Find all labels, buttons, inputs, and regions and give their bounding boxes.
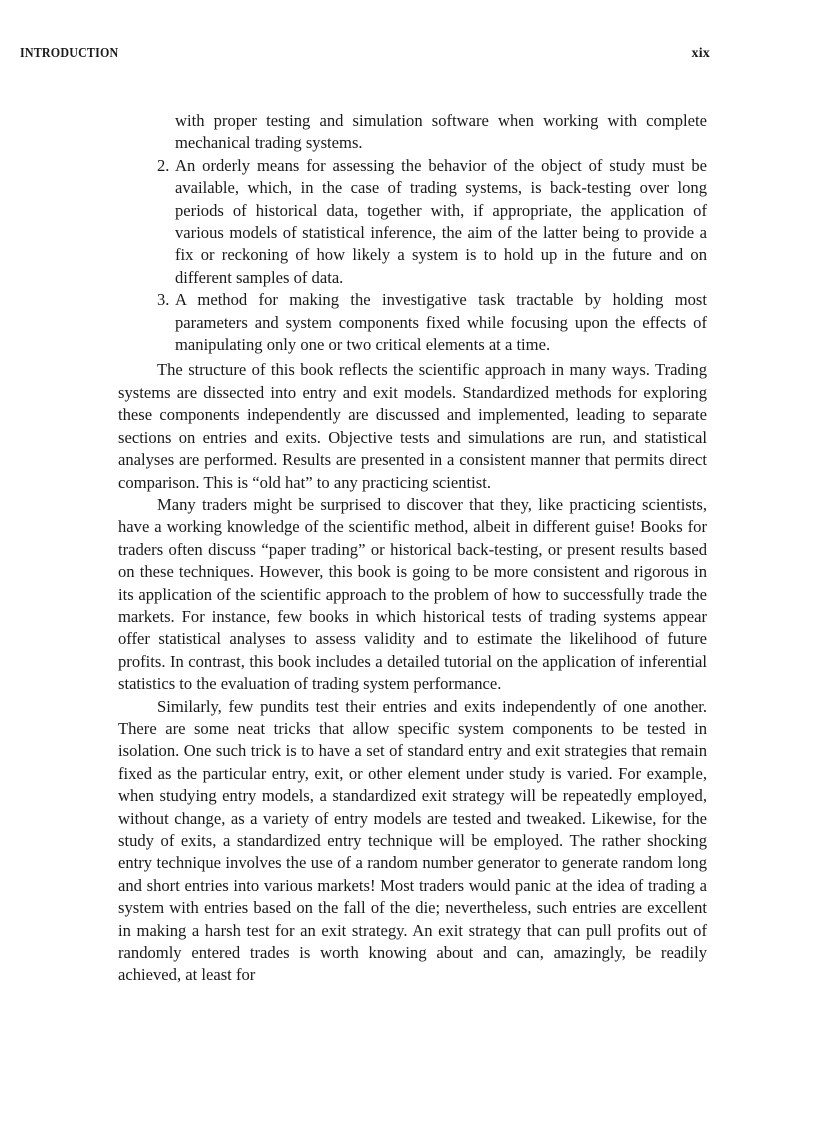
page-body <box>118 110 707 987</box>
paragraph: The structure of this book reflects the scientific approach in many ways. Trading systems are dissected into entry and exit models. Standardized methods for exploring these components independently are discussed and implemented, leading to separate sections on entries and exits. Objective tests and simulations are run, and statistical analyses are performed. Results are presented in a consistent manner that permits direct comparison. This is “old hat” to any practicing scientist. <box>118 360 707 492</box>
numbered-list <box>118 155 707 357</box>
list-item-number: 3. <box>157 290 170 310</box>
section-title: INTRODUCTION <box>20 46 119 61</box>
paragraph: Similarly, few pundits test their entries and exits independently of one another. There are some neat tricks that allow specific system components to be tested in isolation. One such trick is to have a set of standard entry and exit strategies that remain fixed as the particular entry, exit, or other element under study is varied. For example, when studying entry models, a standardized exit strategy will be repeatedly employed, without change, as a variety of entry models are tested and tweaked. Likewise, for the study of exits, a standardized entry technique will be employed. The rather shocking entry technique involves the use of a random number generator to generate random long and short entries into various markets! Most traders would panic at the idea of trading a system with entries based on the fall of the die; nevertheless, such entries are excellent in making a harsh test for an exit strategy. An exit strategy that can pull profits out of randomly entered trades is worth knowing about and can, amazingly, be readily achieved, at least for <box>118 696 707 985</box>
list-item-text: An orderly means for assessing the behavior of the object of study must be available, which, in the case of trading systems, is back-testing over long periods of historical data, together with, if appropriate, the application of various models of statistical inference, the aim of the latter being to provide a fix or reckoning of how likely a system is to hold up in the future and on different samples of data. <box>175 155 707 287</box>
page-number: xix <box>691 46 710 61</box>
list-item-continuation: with proper testing and simulation software when working with complete mechanical trading systems. <box>175 111 707 153</box>
paragraph: Many traders might be surprised to discover that they, like practicing scientists, have a working knowledge of the scientific method, albeit in different guise! Books for traders often discuss “paper trading” or historical back-testing, or present results based on these techniques. However, this book is going to be more consistent and rigorous in its application of the scientific approach to the problem of how to successfully trade the markets. For instance, few books in which historical tests of trading systems appear offer statistical analyses to assess validity and to estimate the likelihood of future profits. In contrast, this book includes a detailed tutorial on the application of inferential statistics to the evaluation of trading system performance. <box>118 494 707 694</box>
running-head <box>20 46 710 66</box>
list-item <box>118 289 707 356</box>
list-item-text: A method for making the investigative task tractable by holding most parameters and system components fixed while focusing upon the effects of manipulating only one or two critical elements at a time. <box>175 290 707 355</box>
list-item <box>118 155 707 289</box>
list-item-number: 2. <box>157 155 170 175</box>
